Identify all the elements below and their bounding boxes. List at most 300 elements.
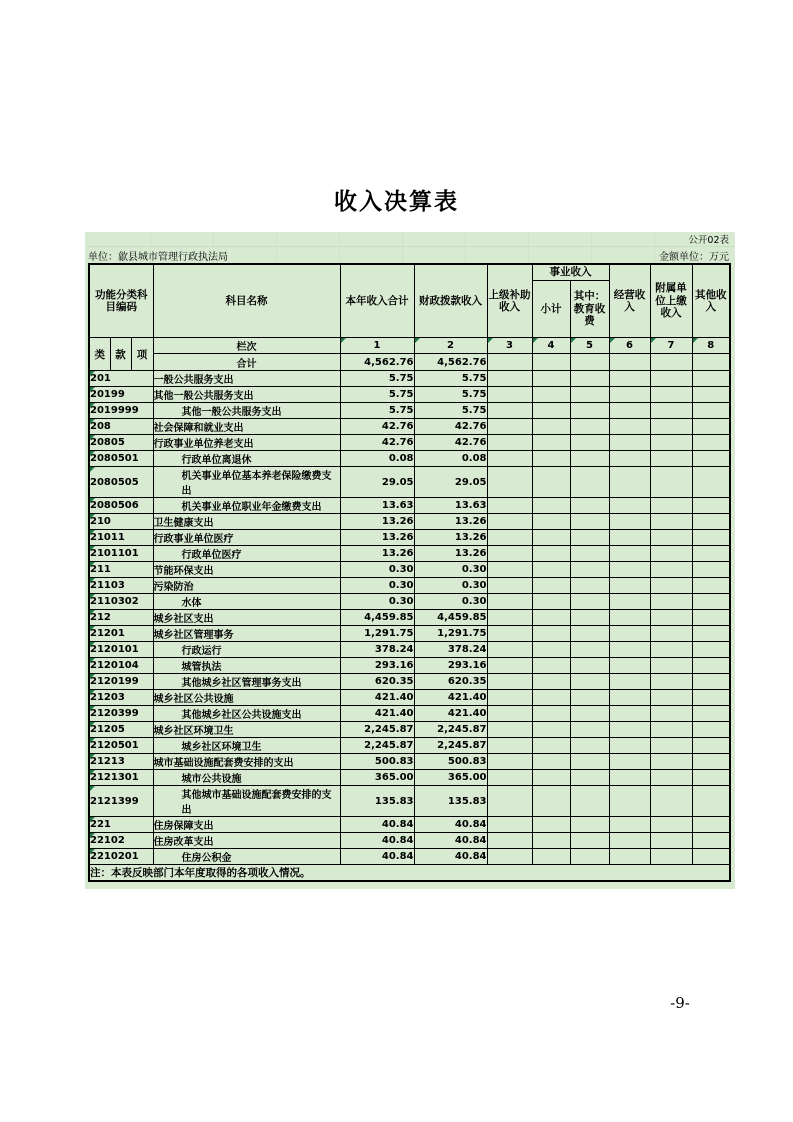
row-value-cell — [570, 770, 609, 786]
row-value-cell — [692, 770, 730, 786]
row-value-cell: 620.35 — [414, 674, 487, 690]
row-subject-name: 城乡社区环境卫生 — [153, 738, 340, 754]
row-subject-name: 城乡社区管理事务 — [153, 626, 340, 642]
row-code: 20805 — [89, 435, 153, 451]
row-value-cell: 135.83 — [340, 786, 414, 817]
row-value-cell — [570, 786, 609, 817]
row-value-cell — [650, 578, 692, 594]
table-row — [89, 403, 730, 419]
row-value-cell — [532, 514, 570, 530]
table-row — [89, 833, 730, 849]
row-value-cell — [650, 562, 692, 578]
row-value-cell — [692, 435, 730, 451]
row-value-cell — [487, 817, 532, 833]
header-business-income-group: 事业收入 — [532, 264, 609, 281]
row-subject-name: 机关事业单位基本养老保险缴费支出 — [153, 467, 340, 498]
row-value-cell: 13.26 — [414, 514, 487, 530]
row-value-cell: 40.84 — [340, 833, 414, 849]
row-value-cell — [570, 387, 609, 403]
row-value-cell: 40.84 — [414, 849, 487, 865]
row-code: 221 — [89, 817, 153, 833]
row-value-cell — [532, 467, 570, 498]
row-value-cell — [532, 451, 570, 467]
row-code: 212 — [89, 610, 153, 626]
row-value-cell — [487, 722, 532, 738]
row-value-cell — [692, 403, 730, 419]
col-number-1: 1 — [340, 338, 414, 354]
row-value-cell — [570, 403, 609, 419]
row-subject-name: 行政运行 — [153, 642, 340, 658]
worksheet — [85, 232, 735, 889]
row-subject-name: 社会保障和就业支出 — [153, 419, 340, 435]
col-number-7: 7 — [650, 338, 692, 354]
table-row — [89, 514, 730, 530]
row-value-cell — [609, 642, 650, 658]
row-value-cell: 2,245.87 — [414, 722, 487, 738]
table-row — [89, 738, 730, 754]
table-row — [89, 706, 730, 722]
table-row — [89, 610, 730, 626]
row-code: 2080505 — [89, 467, 153, 498]
row-value-cell — [570, 514, 609, 530]
row-value-cell: 13.63 — [340, 498, 414, 514]
total-row-value: 4,562.76 — [340, 354, 414, 371]
row-value-cell — [532, 786, 570, 817]
row-value-cell — [487, 467, 532, 498]
table-row — [89, 674, 730, 690]
row-value-cell — [570, 562, 609, 578]
row-value-cell — [570, 642, 609, 658]
row-value-cell: 421.40 — [340, 690, 414, 706]
header-fiscal-income: 财政拨款收入 — [414, 264, 487, 338]
row-value-cell — [570, 610, 609, 626]
row-value-cell: 2,245.87 — [414, 738, 487, 754]
total-row-label: 合计 — [153, 354, 340, 371]
header-affiliated-income: 附属单位上缴收入 — [650, 264, 692, 338]
row-subject-name: 卫生健康支出 — [153, 514, 340, 530]
row-value-cell — [487, 849, 532, 865]
row-value-cell — [532, 387, 570, 403]
row-value-cell: 13.26 — [340, 530, 414, 546]
row-value-cell — [487, 674, 532, 690]
table-row — [89, 451, 730, 467]
row-subject-name: 城乡社区环境卫生 — [153, 722, 340, 738]
row-code: 2110302 — [89, 594, 153, 610]
header-total-income: 本年收入合计 — [340, 264, 414, 338]
total-row-value — [692, 354, 730, 371]
row-value-cell — [650, 530, 692, 546]
row-value-cell — [609, 754, 650, 770]
row-code: 2121301 — [89, 770, 153, 786]
row-value-cell — [609, 435, 650, 451]
page-title: 收入决算表 — [334, 189, 459, 215]
row-value-cell — [609, 451, 650, 467]
row-value-cell: 1,291.75 — [414, 626, 487, 642]
row-value-cell — [609, 467, 650, 498]
row-value-cell — [532, 371, 570, 387]
row-subject-name: 其他城乡社区管理事务支出 — [153, 674, 340, 690]
row-value-cell — [570, 371, 609, 387]
row-value-cell: 13.26 — [340, 546, 414, 562]
row-value-cell — [692, 387, 730, 403]
row-value-cell: 29.05 — [340, 467, 414, 498]
row-value-cell — [487, 451, 532, 467]
row-value-cell — [570, 578, 609, 594]
row-subject-name: 行政单位医疗 — [153, 546, 340, 562]
row-code: 22102 — [89, 833, 153, 849]
row-value-cell — [609, 546, 650, 562]
row-code: 2120501 — [89, 738, 153, 754]
table-row — [89, 419, 730, 435]
row-value-cell: 40.84 — [414, 817, 487, 833]
row-value-cell — [487, 833, 532, 849]
row-value-cell — [692, 514, 730, 530]
row-value-cell — [570, 690, 609, 706]
row-value-cell — [532, 706, 570, 722]
row-value-cell — [532, 738, 570, 754]
row-value-cell — [570, 435, 609, 451]
row-subject-name: 住房公积金 — [153, 849, 340, 865]
row-subject-name: 机关事业单位职业年金缴费支出 — [153, 498, 340, 514]
row-value-cell — [532, 754, 570, 770]
row-value-cell — [650, 514, 692, 530]
row-value-cell — [532, 435, 570, 451]
row-value-cell — [570, 722, 609, 738]
revenue-table — [88, 263, 731, 882]
row-value-cell: 378.24 — [340, 642, 414, 658]
row-value-cell — [609, 833, 650, 849]
col-number-5: 5 — [570, 338, 609, 354]
row-value-cell — [650, 498, 692, 514]
row-value-cell: 4,459.85 — [414, 610, 487, 626]
row-value-cell — [570, 738, 609, 754]
row-value-cell: 40.84 — [340, 817, 414, 833]
row-value-cell: 13.26 — [340, 514, 414, 530]
row-value-cell — [650, 738, 692, 754]
row-value-cell — [650, 674, 692, 690]
table-row — [89, 770, 730, 786]
row-value-cell: 42.76 — [414, 419, 487, 435]
row-value-cell: 500.83 — [340, 754, 414, 770]
row-code: 21203 — [89, 690, 153, 706]
row-subject-name: 污染防治 — [153, 578, 340, 594]
table-row — [89, 690, 730, 706]
row-value-cell — [609, 706, 650, 722]
total-row-value — [609, 354, 650, 371]
table-row — [89, 530, 730, 546]
row-value-cell — [692, 722, 730, 738]
total-row-value — [532, 354, 570, 371]
row-value-cell — [570, 419, 609, 435]
row-code: 2120199 — [89, 674, 153, 690]
page-number: -9- — [670, 994, 690, 1012]
row-value-cell — [532, 833, 570, 849]
table-row — [89, 658, 730, 674]
total-row-value — [487, 354, 532, 371]
row-value-cell: 0.30 — [414, 578, 487, 594]
row-value-cell — [692, 546, 730, 562]
row-value-cell: 293.16 — [414, 658, 487, 674]
row-value-cell — [532, 578, 570, 594]
row-value-cell — [650, 642, 692, 658]
row-value-cell: 421.40 — [414, 690, 487, 706]
col-number-2: 2 — [414, 338, 487, 354]
row-value-cell: 42.76 — [414, 435, 487, 451]
row-value-cell — [609, 690, 650, 706]
header-business-subtotal: 小计 — [532, 281, 570, 338]
row-value-cell — [570, 546, 609, 562]
row-code: 201 — [89, 371, 153, 387]
row-value-cell — [532, 674, 570, 690]
row-value-cell: 5.75 — [340, 387, 414, 403]
row-value-cell — [532, 594, 570, 610]
row-value-cell — [532, 626, 570, 642]
row-value-cell — [650, 722, 692, 738]
row-value-cell — [650, 467, 692, 498]
unit-row — [88, 247, 735, 263]
row-value-cell — [609, 817, 650, 833]
row-value-cell — [570, 754, 609, 770]
row-value-cell — [692, 690, 730, 706]
row-value-cell: 4,459.85 — [340, 610, 414, 626]
row-value-cell: 0.30 — [340, 594, 414, 610]
row-value-cell — [609, 626, 650, 642]
row-value-cell: 13.63 — [414, 498, 487, 514]
table-row — [89, 578, 730, 594]
table-row — [89, 722, 730, 738]
table-body — [89, 371, 730, 865]
table-row — [89, 435, 730, 451]
row-value-cell — [692, 419, 730, 435]
row-value-cell: 5.75 — [414, 403, 487, 419]
row-value-cell: 13.26 — [414, 530, 487, 546]
header-other-income: 其他收入 — [692, 264, 730, 338]
row-value-cell — [692, 754, 730, 770]
table-row — [89, 786, 730, 817]
row-code: 208 — [89, 419, 153, 435]
row-value-cell — [487, 690, 532, 706]
row-subject-name: 水体 — [153, 594, 340, 610]
row-value-cell: 5.75 — [414, 371, 487, 387]
row-value-cell — [609, 419, 650, 435]
row-value-cell — [609, 530, 650, 546]
row-value-cell — [532, 722, 570, 738]
row-value-cell — [609, 658, 650, 674]
row-value-cell — [532, 562, 570, 578]
row-value-cell — [650, 786, 692, 817]
row-value-cell — [650, 706, 692, 722]
row-value-cell — [692, 562, 730, 578]
row-value-cell — [692, 467, 730, 498]
row-value-cell: 5.75 — [340, 403, 414, 419]
row-value-cell: 42.76 — [340, 419, 414, 435]
row-value-cell — [650, 387, 692, 403]
row-value-cell: 421.40 — [414, 706, 487, 722]
row-code: 21011 — [89, 530, 153, 546]
table-row — [89, 626, 730, 642]
row-value-cell — [487, 514, 532, 530]
table-row — [89, 817, 730, 833]
header-superior-subsidy: 上级补助收入 — [487, 264, 532, 338]
row-code: 210 — [89, 514, 153, 530]
row-value-cell — [532, 498, 570, 514]
row-value-cell — [692, 578, 730, 594]
row-value-cell: 365.00 — [340, 770, 414, 786]
row-value-cell — [692, 658, 730, 674]
row-value-cell: 0.30 — [340, 578, 414, 594]
row-value-cell — [650, 610, 692, 626]
row-value-cell — [650, 594, 692, 610]
row-value-cell: 421.40 — [340, 706, 414, 722]
row-value-cell: 500.83 — [414, 754, 487, 770]
row-value-cell — [487, 626, 532, 642]
row-value-cell — [532, 770, 570, 786]
row-value-cell — [532, 817, 570, 833]
row-subject-name: 城市公共设施 — [153, 770, 340, 786]
row-value-cell — [570, 833, 609, 849]
row-subject-name: 节能环保支出 — [153, 562, 340, 578]
row-value-cell — [487, 546, 532, 562]
row-value-cell — [692, 610, 730, 626]
amount-unit-label: 金额单位：万元 — [659, 251, 729, 263]
table-note: 注：本表反映部门本年度取得的各项收入情况。 — [89, 865, 730, 882]
table-row — [89, 754, 730, 770]
row-value-cell — [532, 419, 570, 435]
row-code: 21213 — [89, 754, 153, 770]
row-value-cell — [609, 371, 650, 387]
row-value-cell — [609, 610, 650, 626]
row-code: 2019999 — [89, 403, 153, 419]
row-value-cell — [692, 738, 730, 754]
row-value-cell — [692, 371, 730, 387]
row-code: 2101101 — [89, 546, 153, 562]
row-value-cell — [609, 498, 650, 514]
row-value-cell — [487, 435, 532, 451]
row-subject-name: 行政事业单位医疗 — [153, 530, 340, 546]
table-row — [89, 642, 730, 658]
row-value-cell — [650, 849, 692, 865]
row-subject-name: 城乡社区公共设施 — [153, 690, 340, 706]
row-value-cell — [609, 786, 650, 817]
row-value-cell — [487, 403, 532, 419]
row-value-cell — [532, 546, 570, 562]
row-value-cell — [650, 371, 692, 387]
row-value-cell — [650, 403, 692, 419]
row-value-cell: 135.83 — [414, 786, 487, 817]
row-value-cell — [570, 594, 609, 610]
table-row — [89, 387, 730, 403]
row-value-cell — [650, 546, 692, 562]
total-row-value — [570, 354, 609, 371]
row-value-cell — [692, 498, 730, 514]
row-subject-name: 城市基础设施配套费安排的支出 — [153, 754, 340, 770]
row-value-cell — [650, 754, 692, 770]
row-value-cell — [487, 371, 532, 387]
row-value-cell: 29.05 — [414, 467, 487, 498]
row-value-cell: 0.30 — [414, 562, 487, 578]
row-value-cell — [487, 594, 532, 610]
row-value-cell: 42.76 — [340, 435, 414, 451]
row-value-cell — [692, 451, 730, 467]
row-value-cell: 365.00 — [414, 770, 487, 786]
row-value-cell — [487, 610, 532, 626]
row-code: 21103 — [89, 578, 153, 594]
row-value-cell — [650, 626, 692, 642]
row-value-cell — [609, 403, 650, 419]
row-value-cell — [650, 658, 692, 674]
row-value-cell — [532, 690, 570, 706]
row-value-cell: 0.30 — [340, 562, 414, 578]
row-subject-name: 其他城市基础设施配套费安排的支出 — [153, 786, 340, 817]
row-value-cell — [650, 833, 692, 849]
row-value-cell: 1,291.75 — [340, 626, 414, 642]
row-value-cell — [487, 642, 532, 658]
row-value-cell: 293.16 — [340, 658, 414, 674]
row-value-cell: 13.26 — [414, 546, 487, 562]
row-subject-name: 住房改革支出 — [153, 833, 340, 849]
row-value-cell — [487, 658, 532, 674]
row-value-cell — [692, 674, 730, 690]
row-value-cell: 40.84 — [340, 849, 414, 865]
row-value-cell — [650, 435, 692, 451]
row-value-cell — [609, 387, 650, 403]
row-value-cell — [609, 562, 650, 578]
row-subject-name: 行政单位离退休 — [153, 451, 340, 467]
row-code: 2120399 — [89, 706, 153, 722]
row-code: 21205 — [89, 722, 153, 738]
row-value-cell: 5.75 — [414, 387, 487, 403]
row-code: 2121399 — [89, 786, 153, 817]
header-business-edu-fee: 其中：教育收费 — [570, 281, 609, 338]
row-value-cell — [570, 817, 609, 833]
header-code-group: 功能分类科目编码 — [89, 264, 153, 338]
table-row — [89, 467, 730, 498]
row-value-cell — [532, 403, 570, 419]
row-value-cell — [487, 706, 532, 722]
subcol-item: 项 — [131, 338, 153, 371]
row-subject-name: 行政事业单位养老支出 — [153, 435, 340, 451]
header-operating-income: 经营收入 — [609, 264, 650, 338]
row-value-cell — [532, 642, 570, 658]
row-value-cell — [487, 738, 532, 754]
row-subject-name: 一般公共服务支出 — [153, 371, 340, 387]
form-code-label: 公开02表 — [688, 235, 729, 246]
row-value-cell — [692, 642, 730, 658]
row-value-cell — [609, 849, 650, 865]
row-value-cell — [570, 451, 609, 467]
row-value-cell — [487, 419, 532, 435]
row-value-cell — [487, 754, 532, 770]
row-code: 21201 — [89, 626, 153, 642]
col-number-6: 6 — [609, 338, 650, 354]
row-value-cell — [487, 786, 532, 817]
row-value-cell — [609, 594, 650, 610]
row-value-cell: 0.30 — [414, 594, 487, 610]
col-number-8: 8 — [692, 338, 730, 354]
row-subject-name: 其他一般公共服务支出 — [153, 403, 340, 419]
header-subject: 科目名称 — [153, 264, 340, 338]
row-value-cell — [532, 849, 570, 865]
row-value-cell — [650, 419, 692, 435]
row-subject-name: 其他一般公共服务支出 — [153, 387, 340, 403]
row-value-cell — [609, 770, 650, 786]
row-value-cell — [532, 658, 570, 674]
row-value-cell — [692, 817, 730, 833]
row-value-cell — [570, 706, 609, 722]
row-value-cell — [532, 610, 570, 626]
table-row — [89, 594, 730, 610]
total-row-value: 4,562.76 — [414, 354, 487, 371]
